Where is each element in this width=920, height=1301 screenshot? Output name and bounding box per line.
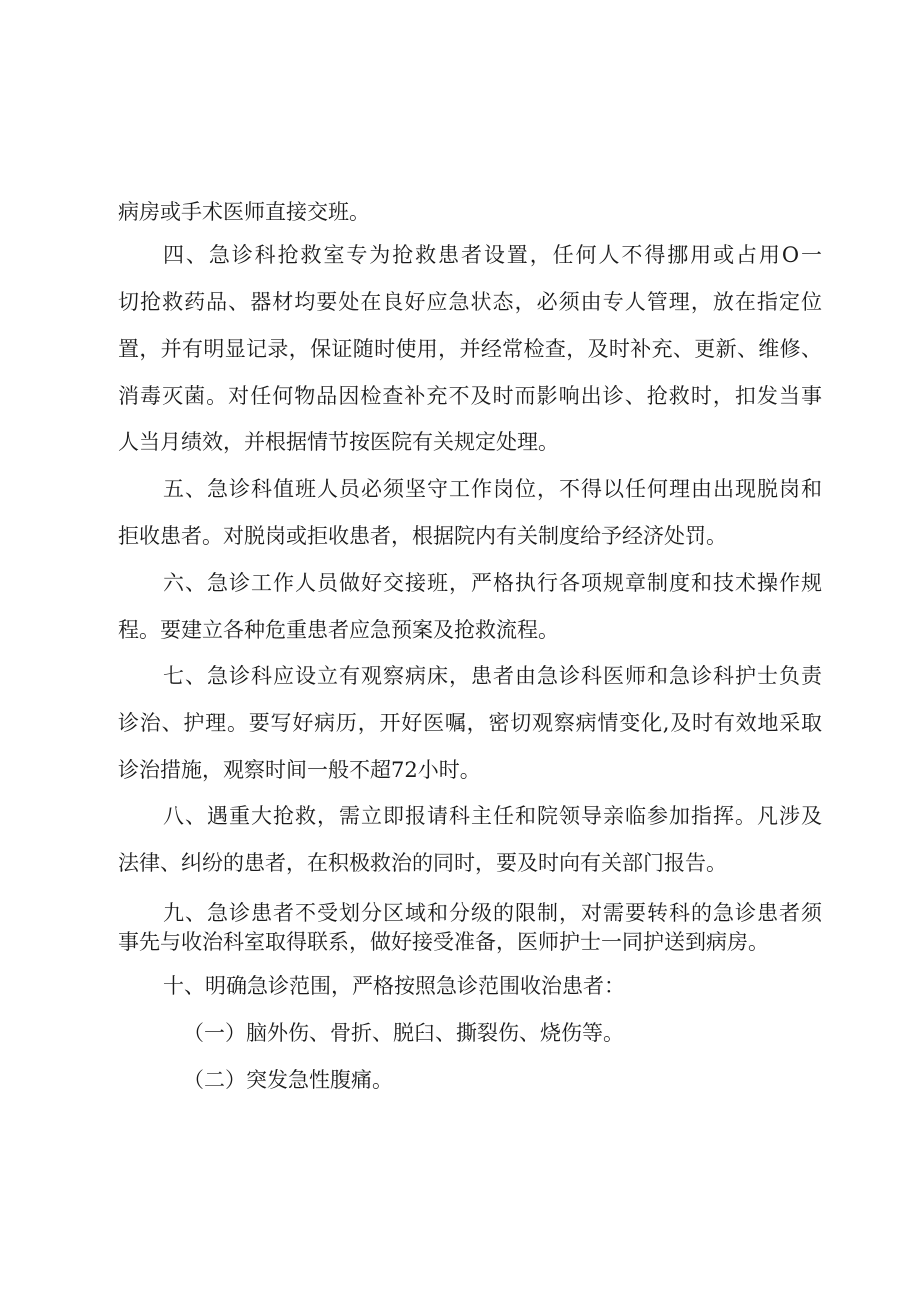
list-item: （二）突发急性腹痛。 bbox=[183, 1068, 393, 1092]
text-line: 消毒灭菌。对任何物品因检查补充不及时而影响出诊、抢救时，扣发当事 bbox=[118, 384, 822, 408]
text-line: 切抢救药品、器材均要处在良好应急状态，必须由专人管理，放在指定位 bbox=[118, 290, 822, 314]
text-line: 五、急诊科值班人员必须坚守工作岗位，不得以任何理由出现脱岗和 bbox=[163, 477, 822, 501]
text-line: 拒收患者。对脱岗或拒收患者，根据院内有关制度给予经济处罚。 bbox=[118, 524, 727, 548]
text-line: 置，并有明显记录，保证随时使用，并经常检查，及时补充、更新、维修、 bbox=[118, 337, 822, 361]
text-line: 六、急诊工作人员做好交接班，严格执行各项规章制度和技术操作规 bbox=[163, 571, 822, 595]
text-line: 十、明确急诊范围，严格按照急诊范围收治患者： bbox=[163, 974, 625, 998]
text-line: 七、急诊科应设立有观察病床，患者由急诊科医师和急诊科护士负责 bbox=[163, 664, 822, 688]
text-line: 法律、纠纷的患者，在积极救治的同时，要及时向有关部门报告。 bbox=[118, 851, 727, 875]
text-line: 病房或手术医师直接交班。 bbox=[118, 200, 370, 224]
text-line: 人当月绩效，并根据情节按医院有关规定处理。 bbox=[118, 430, 559, 454]
list-item: （一）脑外伤、骨折、脱臼、撕裂伤、烧伤等。 bbox=[183, 1021, 624, 1045]
text-line: 九、急诊患者不受划分区域和分级的限制，对需要转科的急诊患者须 bbox=[163, 901, 822, 925]
text-line: 四、急诊科抢救室专为抢救患者设置，任何人不得挪用或占用O一 bbox=[163, 243, 822, 267]
text-line: 诊治、护理。要写好病历，开好医嘱，密切观察病情变化,及时有效地采取 bbox=[118, 711, 822, 735]
text-line: 诊治措施，观察时间一般不超72小时。 bbox=[118, 758, 481, 782]
text-line: 事先与收治科室取得联系，做好接受准备，医师护士一同护送到病房。 bbox=[118, 930, 769, 954]
text-line: 八、遇重大抢救，需立即报请科主任和院领导亲临参加指挥。凡涉及 bbox=[163, 804, 822, 828]
text-line: 程。要建立各种危重患者应急预案及抢救流程。 bbox=[118, 618, 559, 642]
